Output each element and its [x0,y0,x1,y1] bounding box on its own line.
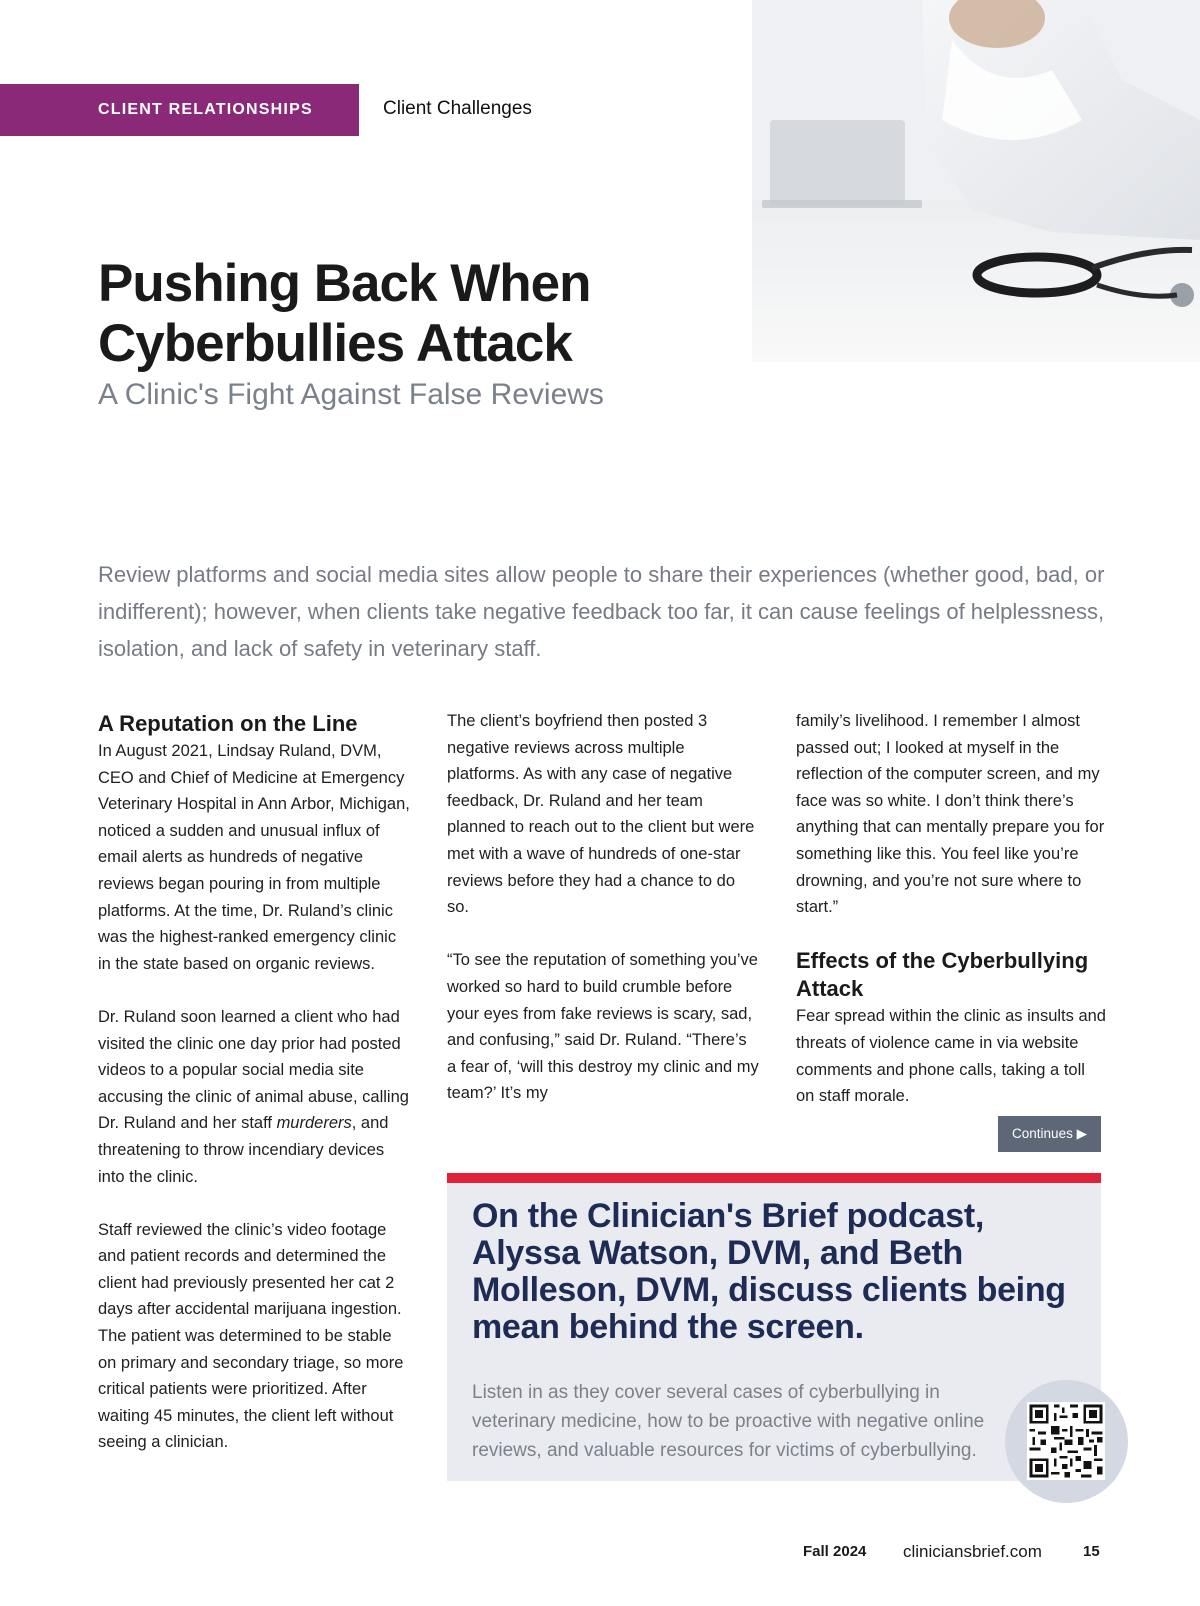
article-column-2 [447,708,759,1134]
paragraph: Staff reviewed the clinic’s video footage and patient records and determined the client had previously presented her cat 2 days after accidental marijuana ingestion. The patient was determined to be stable on primary and secondary triage, so more critical patients were prioritized. After waiting 45 minutes, the client left without seeing a clinician. [98,1220,404,1452]
article-title: Pushing Back When Cyberbullies Attack [98,254,591,373]
text-run: , and threatening to throw incendiary devices into the clinic. [98,1114,389,1186]
podcast-description: Listen in as they cover several cases of cyberbullying in veterinary medicine, how to be proactive with negative online reviews, and valuable resources for victims of cyberbullying. [472,1382,985,1461]
footer-site-link[interactable]: cliniciansbrief.com [903,1542,1042,1561]
podcast-accent-bar [447,1173,1101,1183]
section-heading: A Reputation on the Line [98,711,358,736]
continues-button[interactable]: Continues ▶ [998,1116,1101,1152]
page-number: 15 [1083,1543,1100,1560]
subsection-label: Client Challenges [383,98,532,119]
section-tag: CLIENT RELATIONSHIPS [0,84,359,136]
footer-issue: Fall 2024 [803,1543,867,1560]
article-column-1 [98,710,410,1483]
text-run: Dr. Ruland soon learned a client who had visited the clinic one day prior had posted videos to a popular social media site accusing the clinic of animal abuse, calling Dr. Ruland and her staff [98,1007,409,1133]
qr-code-icon[interactable] [1027,1402,1105,1480]
paragraph: In August 2021, Lindsay Ruland, DVM, CEO and Chief of Medicine at Emergency Veterinary Hospital in Ann Arbor, Michigan, noticed a sudden and unusual influx of email alerts as hundreds of negative reviews began pouring in from multiple platforms. At the time, Dr. Ruland’s clinic was the highest-ranked emergency clinic in the state based on organic reviews. [98,742,410,973]
paragraph: “To see the reputation of something you’ve worked so hard to build crumble before your eyes from fake reviews is scary, sad, and confusing,” said Dr. Ruland. “There’s a fear of, ‘will this destroy my clinic and my team?’ It’s my [447,951,759,1103]
paragraph [98,1004,410,1190]
podcast-title: On the Clinician's Brief podcast, Alyssa Watson, DVM, and Beth Molleson, DVM, discuss clients being mean behind the screen. [472,1197,1066,1346]
article-intro: Review platforms and social media sites allow people to share their experiences (whether good, bad, or indifferent); however, when clients take negative feedback too far, it can cause feelings of helplessness, isolation, and lack of safety in veterinary staff. [98,562,1105,661]
article-subtitle: A Clinic's Fight Against False Reviews [98,378,604,411]
hero-photo [752,0,1200,362]
section-heading: Effects of the Cyberbullying Attack [796,948,1089,1002]
emphasis-text: murderers [276,1114,352,1133]
paragraph: The client’s boyfriend then posted 3 negative reviews across multiple platforms. As with any case of negative feedback, Dr. Ruland and her team planned to reach out to the client but were met with a wave of hundreds of one-star reviews before they had a chance to do so. [447,712,755,917]
paragraph: family’s livelihood. I remember I almost passed out; I looked at myself in the reflection of the computer screen, and my face was so white. I don’t think there’s anything that can mentally prepare you for something like this. You feel like you’re drowning, and you’re not sure where to start.” [796,712,1105,917]
paragraph: Fear spread within the clinic as insults and threats of violence came in via website comments and phone calls, taking a toll on staff morale. [796,1007,1106,1106]
article-column-3 [796,708,1106,1136]
